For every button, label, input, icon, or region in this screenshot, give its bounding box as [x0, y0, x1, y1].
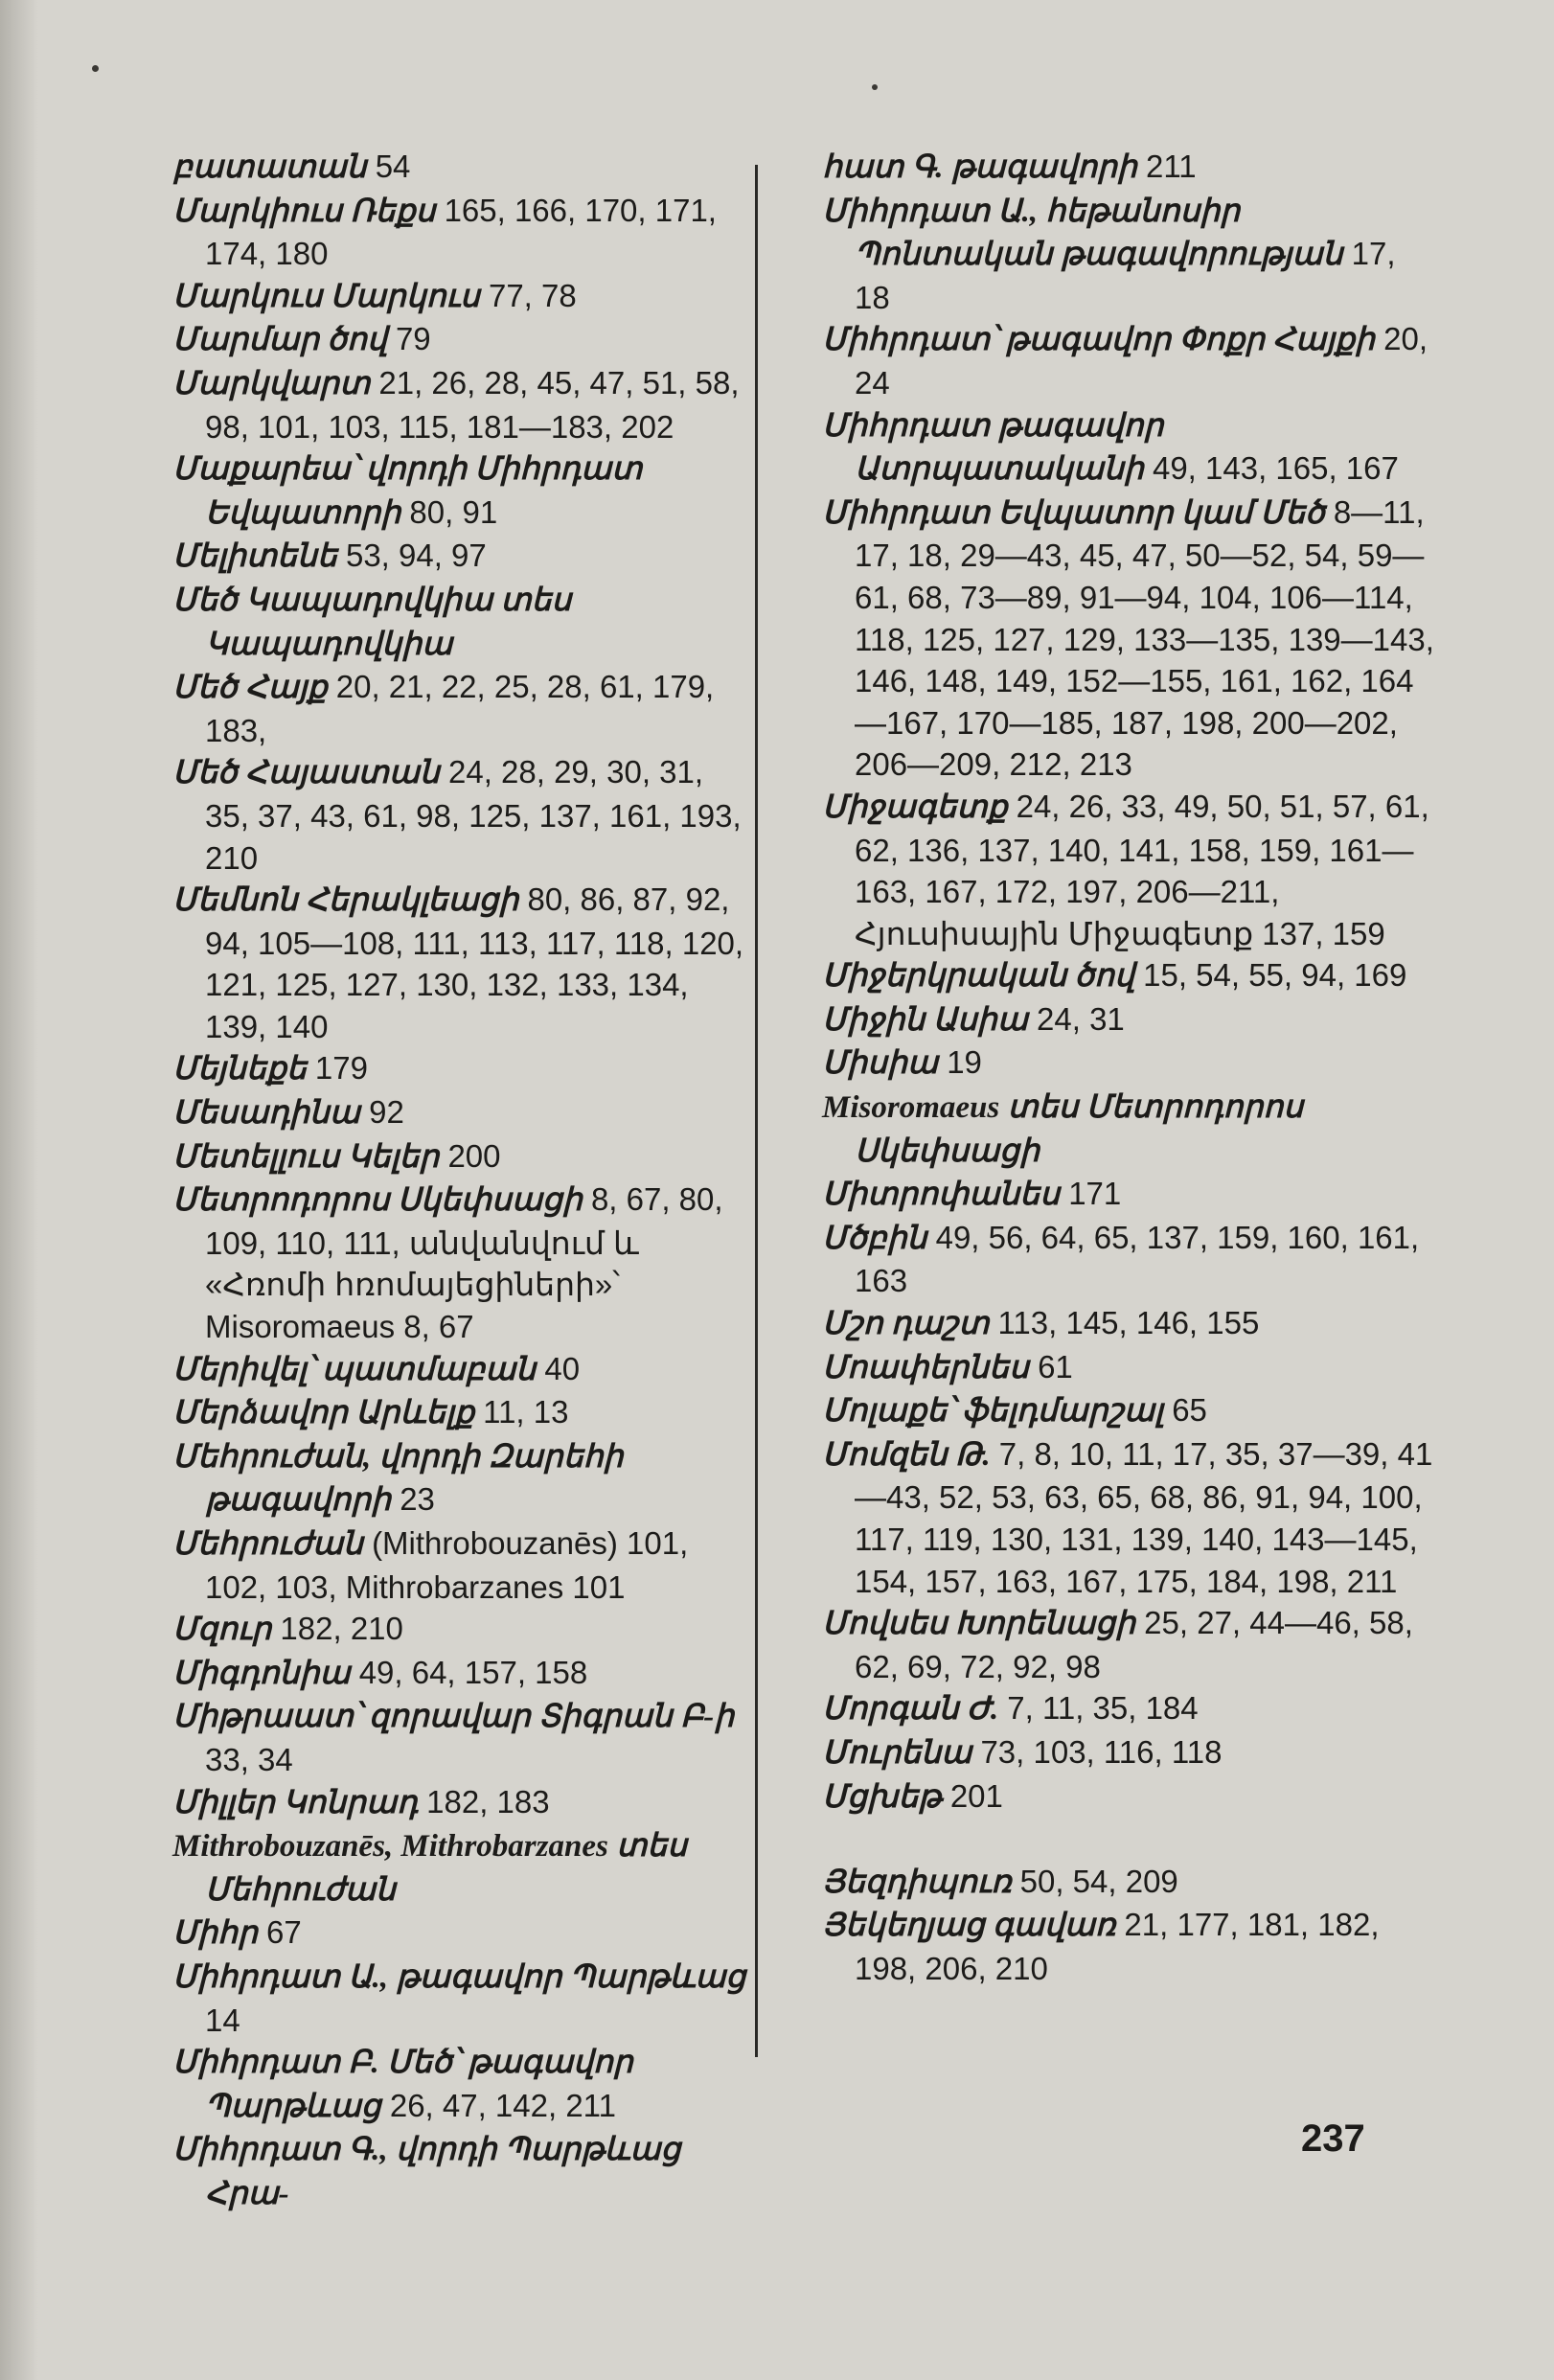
index-page-refs: 113, 145, 146, 155: [997, 1305, 1260, 1341]
index-headword: Մարկիուս Ռեքս: [172, 194, 436, 229]
index-headword: հատ Գ. թագավորի: [822, 150, 1137, 185]
index-headword: Մեհրուժան: [172, 1527, 363, 1562]
index-entry: [172, 318, 747, 362]
index-entry: [822, 1687, 1435, 1731]
index-page-refs: 8—11, 17, 18, 29—43, 45, 47, 50—52, 54, 59—61, 68, 73—89, 91—94, 104, 106—114, 118, 125, 127, 129, 133—135, 139—143, 146, 148, 149, 152—155, 161, 162, 164—167, 170—185, 187, 198, 200—202, 206—209, 212, 213: [855, 493, 1434, 783]
index-entry: [822, 404, 1435, 492]
index-headword: Մետելլուս Կելեր: [172, 1139, 440, 1175]
index-headword: Մեծ Կապադովկիա տես Կապադովկիա: [172, 583, 572, 662]
index-page-refs: 80, 91: [409, 493, 498, 530]
column-divider: [755, 165, 758, 2057]
index-headword: Միհրդատ թագավոր Ատրպատականի: [822, 408, 1164, 488]
index-page-refs: 26, 47, 142, 211: [389, 2087, 616, 2123]
index-page-refs: 171: [1068, 1176, 1122, 1212]
index-entry: [172, 1391, 747, 1435]
index-headword: Մետրոդորոս Սկեփսացի: [172, 1183, 583, 1219]
index-headword: Մելիտենե: [172, 539, 337, 575]
index-page-refs: 211: [1146, 149, 1197, 184]
index-entry: [822, 1433, 1435, 1602]
index-headword: Մոմզեն Թ.: [822, 1437, 991, 1473]
index-entry: [172, 1522, 747, 1608]
index-entry: [172, 1824, 747, 1911]
index-entry: [172, 1047, 747, 1091]
index-headword: Մոափերնես: [822, 1350, 1029, 1385]
index-page-refs: 17, 18: [855, 236, 1396, 315]
index-headword: Յեզդիպուռ: [822, 1865, 1012, 1900]
index-page-refs: 54: [375, 149, 411, 184]
index-page-refs: 79: [395, 321, 431, 357]
index-page-refs: 23: [400, 1481, 435, 1518]
index-page-refs: 8, 67, 80, 109, 110, 111, անվանվում և «Հռոմի հռոմայեցիների»՝ Misoromaeus 8, 67: [205, 1181, 723, 1345]
index-headword: Մեսադինա: [172, 1096, 360, 1132]
index-headword: Մուրենա: [822, 1735, 972, 1771]
index-headword: Միհրդատ Ա., թագավոր Պարթևաց: [172, 1959, 746, 1995]
index-headword: Մշո դաշտ: [822, 1307, 990, 1342]
index-page-refs: 49, 143, 165, 167: [1152, 450, 1399, 487]
index-entry: [822, 1731, 1435, 1775]
index-entry: [172, 2128, 747, 2215]
index-headword: Մարմար ծով: [172, 323, 387, 358]
index-headword: Misoromaeus տես Մետրոդորոս Սկեփսացի: [822, 1090, 1304, 1169]
index-headword: Միջերկրական ծով: [822, 959, 1134, 995]
index-headword: Mithrobouzanēs, Mithrobarzanes տես Մեհրուժան: [172, 1829, 688, 1908]
index-page-refs: 49, 56, 64, 65, 137, 159, 160, 161, 163: [855, 1219, 1420, 1299]
page-number: 237: [1301, 2117, 1365, 2160]
index-entry: [172, 362, 747, 447]
index-headword: Մորգան Ժ.: [822, 1692, 999, 1728]
index-page-refs: 49, 64, 157, 158: [358, 1654, 588, 1690]
index-headword: Միջագետք: [822, 790, 1008, 825]
index-headword: Մերիվել՝ պատմաբան: [172, 1352, 537, 1387]
index-page-refs: 182, 183: [426, 1783, 550, 1819]
index-entry: [822, 1173, 1435, 1217]
speck: [872, 84, 878, 90]
index-page-refs: 20, 21, 22, 25, 28, 61, 179, 183,: [205, 669, 715, 748]
speck: [92, 65, 99, 72]
index-entry: [172, 1956, 747, 2041]
index-entry: [172, 1091, 747, 1135]
index-headword: Միտրոփանես: [822, 1178, 1061, 1213]
index-entry: [172, 146, 747, 190]
index-headword: բատատան: [172, 150, 367, 185]
index-headword: Յեկեղյաց գավառ: [822, 1909, 1116, 1944]
index-entry: [172, 879, 747, 1047]
index-page-refs: 61: [1038, 1348, 1073, 1385]
index-headword: Միհրդատ Գ., վորդի Պարթևաց Հրա-: [172, 2133, 681, 2211]
index-page-refs: 19: [947, 1044, 982, 1081]
index-page-refs: 67: [266, 1914, 302, 1951]
index-headword: Միհրդատ՝ թագավոր Փոքր Հայքի: [822, 323, 1375, 358]
index-page-refs: 24, 26, 33, 49, 50, 51, 57, 61, 62, 136, 137, 140, 141, 158, 159, 161—163, 167, 172, 197, 206—211, Հյուսիսային Միջագետք 137, 159: [855, 788, 1429, 951]
index-page-refs: 182, 210: [280, 1611, 403, 1647]
index-entry: [822, 492, 1435, 786]
index-page-refs: 21, 177, 181, 182, 198, 206, 210: [855, 1907, 1380, 1986]
index-page-refs: 80, 86, 87, 92, 94, 105—108, 111, 113, 117, 118, 120, 121, 125, 127, 130, 132, 133, 134, 139, 140: [205, 881, 744, 1044]
index-page-refs: 165, 166, 170, 171, 174, 180: [205, 192, 717, 272]
index-entry: [822, 1041, 1435, 1086]
index-entry: [822, 954, 1435, 998]
index-page-refs: 14: [205, 2002, 240, 2038]
index-entry: [172, 1695, 747, 1780]
index-headword: Մեհրուժան, վորդի Զարեհի թագավորի: [172, 1439, 624, 1519]
index-page-refs: 33, 34: [205, 1741, 293, 1777]
index-headword: Մովսես Խորենացի: [822, 1607, 1135, 1642]
index-entry: [172, 1435, 747, 1522]
index-entry: [822, 1346, 1435, 1390]
index-headword: Միլլեր Կոնրադ: [172, 1785, 418, 1820]
index-entry: [822, 1775, 1435, 1819]
index-headword: Մերձավոր Արևելք: [172, 1396, 474, 1431]
index-page-refs: 20, 24: [855, 321, 1428, 400]
index-headword: Միսիա: [822, 1046, 939, 1082]
index-entry: [172, 447, 747, 535]
index-entry: [172, 1179, 747, 1347]
index-headword: Մոլաքե՝ ֆելդմարշալ: [822, 1394, 1164, 1430]
index-entry: [822, 1302, 1435, 1346]
index-page-refs: 200: [447, 1137, 501, 1174]
index-headword: Մեծ Հայք: [172, 671, 328, 706]
index-page-refs: 7, 11, 35, 184: [1007, 1690, 1199, 1727]
index-page-refs: 92: [369, 1094, 404, 1131]
index-page-refs: 77, 78: [488, 277, 577, 313]
index-headword: Մեծ Հայաստան: [172, 756, 440, 791]
index-headword: Միհր: [172, 1916, 258, 1952]
index-entry: [172, 751, 747, 879]
index-page-refs: 179: [314, 1050, 368, 1087]
index-entry: [822, 1904, 1435, 1989]
index-page-refs: 15, 54, 55, 94, 169: [1143, 957, 1407, 994]
index-headword: Միհրդատ Բ. Մեծ՝ թագավոր Պարթևաց: [172, 2046, 633, 2124]
index-entry: [172, 1608, 747, 1652]
index-entry: [822, 1861, 1435, 1905]
index-page-refs: 24, 28, 29, 30, 31, 35, 37, 43, 61, 98, 125, 137, 161, 193, 210: [205, 754, 742, 876]
index-entry: [822, 146, 1435, 190]
index-headword: Մաքարեա՝ վորդի Միհրդատ Եվպատորի: [172, 452, 643, 531]
index-entry: [822, 998, 1435, 1042]
index-headword: Միջին Ասիա: [822, 1002, 1028, 1038]
index-entry: [172, 579, 747, 666]
index-headword: Մծբին: [822, 1221, 927, 1256]
entry-gap: [822, 1819, 1435, 1861]
index-entry: [822, 1086, 1435, 1173]
index-entry: [172, 1348, 747, 1392]
index-headword: Միհրդատ Եվպատոր կամ Մեծ: [822, 495, 1325, 531]
index-entry: [172, 1911, 747, 1956]
index-page-refs: 11, 13: [483, 1394, 569, 1430]
index-headword: Միթրաատ՝ զորավար Տիգրան Բ-ի: [172, 1700, 735, 1735]
index-page-refs: 7, 8, 10, 11, 17, 35, 37—39, 41—43, 52, 53, 63, 65, 68, 86, 91, 94, 100, 117, 119, 130, 131, 139, 140, 143—145, 154, 157, 163, 167, 175, 184, 198, 211: [855, 1435, 1433, 1599]
index-headword: Մեմնոն Հերակլեացի: [172, 883, 519, 919]
index-headword: Միգդոնիա: [172, 1656, 351, 1691]
index-entry: [172, 1135, 747, 1179]
index-entry: [172, 275, 747, 319]
index-entry: [172, 535, 747, 579]
index-page-refs: 50, 54, 209: [1019, 1863, 1178, 1899]
index-page-refs: (Mithrobouzanēs) 101, 102, 103, Mithrobarzanes 101: [205, 1525, 689, 1605]
index-page-refs: 65: [1172, 1392, 1207, 1429]
index-entry: [172, 666, 747, 751]
index-page-refs: 201: [949, 1777, 1003, 1814]
index-page-refs: 53, 94, 97: [345, 538, 487, 574]
index-column-left: [172, 146, 747, 2216]
index-entry: [822, 1217, 1435, 1302]
index-entry: [172, 1652, 747, 1696]
index-page-refs: 25, 27, 44—46, 58, 62, 69, 72, 92, 98: [855, 1605, 1413, 1684]
index-entry: [822, 190, 1435, 319]
index-entry: [822, 1602, 1435, 1687]
index-entry: [822, 1389, 1435, 1433]
index-page-refs: 21, 26, 28, 45, 47, 51, 58, 98, 101, 103, 115, 181—183, 202: [205, 364, 740, 445]
index-headword: Մզուր: [172, 1613, 272, 1648]
index-entry: [822, 786, 1435, 954]
index-page-refs: 24, 31: [1037, 1000, 1125, 1037]
index-headword: Մարկուս Մարկուս: [172, 279, 480, 314]
index-entry: [172, 2041, 747, 2128]
index-column-right: [822, 146, 1435, 1990]
index-headword: Միհրդատ Ա., հեթանոսիր Պոնտական թագավորության: [822, 194, 1343, 273]
index-headword: Մցխեթ: [822, 1779, 942, 1815]
index-headword: Մարկվարտ: [172, 366, 371, 401]
index-entry: [822, 318, 1435, 403]
index-headword: Մեյնեքե: [172, 1052, 307, 1087]
index-page-refs: 73, 103, 116, 118: [980, 1733, 1223, 1770]
index-entry: [172, 190, 747, 275]
index-page-refs: 40: [544, 1350, 581, 1386]
index-entry: [172, 1781, 747, 1825]
